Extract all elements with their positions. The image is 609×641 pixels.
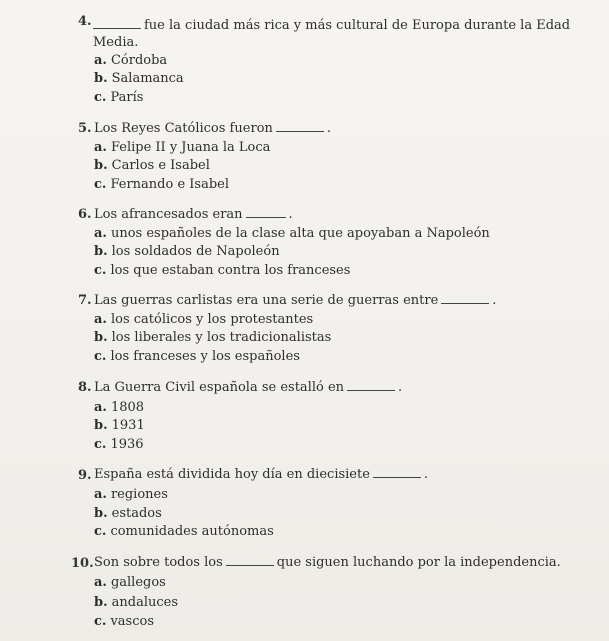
- question-stem: [94, 207, 293, 222]
- option-a[interactable]: a. regiones: [94, 487, 168, 502]
- question-stem: [93, 18, 570, 33]
- option-b[interactable]: b. estados: [94, 506, 162, 521]
- stem-text-before: Los afrancesados eran: [94, 207, 243, 222]
- stem-text-before: Son sobre todos los: [94, 555, 223, 570]
- option-c[interactable]: c. 1936: [94, 437, 144, 452]
- answer-blank[interactable]: [226, 555, 274, 566]
- question-number: 8.: [78, 380, 92, 395]
- option-b[interactable]: b. Carlos e Isabel: [94, 158, 210, 173]
- question-number: 10.: [71, 556, 94, 571]
- stem-text-after: que siguen luchando por la independencia.: [276, 555, 561, 570]
- stem-text-before: Los Reyes Católicos fueron: [94, 121, 273, 136]
- option-c[interactable]: c. los franceses y los españoles: [94, 349, 300, 364]
- answer-blank[interactable]: [441, 293, 489, 304]
- option-a[interactable]: a. unos españoles de la clase alta que apoyaban a Napoleón: [94, 226, 490, 241]
- option-c[interactable]: c. los que estaban contra los franceses: [94, 263, 351, 278]
- question-number: 5.: [78, 121, 92, 136]
- option-b[interactable]: b. Salamanca: [94, 71, 184, 86]
- option-c[interactable]: c. París: [94, 90, 144, 105]
- question-number: 6.: [78, 207, 92, 222]
- option-a[interactable]: a. Felipe II y Juana la Loca: [94, 140, 271, 155]
- answer-blank[interactable]: [347, 380, 395, 391]
- stem-text-after: .: [492, 293, 497, 308]
- option-a[interactable]: a. Córdoba: [94, 53, 168, 68]
- answer-blank[interactable]: [246, 207, 286, 218]
- answer-blank[interactable]: [276, 121, 324, 132]
- question-stem: [94, 467, 428, 482]
- answer-blank[interactable]: [373, 467, 421, 478]
- question-number: 9.: [78, 468, 92, 483]
- stem-text-before: Las guerras carlistas era una serie de guerras entre: [94, 293, 439, 308]
- question-stem: [94, 555, 561, 570]
- option-b[interactable]: b. los liberales y los tradicionalistas: [94, 330, 332, 345]
- question-stem: [94, 121, 331, 136]
- option-a[interactable]: a. los católicos y los protestantes: [94, 312, 314, 327]
- stem-text-after: fue la ciudad más rica y más cultural de Europa durante la Edad: [144, 18, 571, 33]
- option-a[interactable]: a. 1808: [94, 400, 145, 415]
- option-b[interactable]: b. los soldados de Napoleón: [94, 244, 280, 259]
- option-c[interactable]: c. comunidades autónomas: [94, 524, 274, 539]
- stem-text-after: .: [326, 121, 331, 136]
- stem-text-after: .: [398, 380, 403, 395]
- question-stem: [94, 380, 402, 395]
- stem-text-after: .: [288, 207, 293, 222]
- option-b[interactable]: b. andaluces: [94, 595, 178, 610]
- question-stem: [94, 293, 496, 308]
- answer-blank[interactable]: [93, 18, 141, 29]
- option-c[interactable]: c. vascos: [94, 614, 154, 629]
- stem-text-after: .: [423, 467, 429, 482]
- stem-text-before: La Guerra Civil española se estalló en: [94, 380, 345, 395]
- option-c[interactable]: c. Fernando e Isabel: [94, 177, 230, 192]
- question-number: 7.: [78, 293, 92, 308]
- stem-text-before: España está dividida hoy día en diecisiete: [94, 467, 370, 482]
- question-number: 4.: [78, 14, 92, 29]
- question-stem-line2: Media.: [93, 35, 139, 50]
- option-a[interactable]: a. gallegos: [94, 575, 166, 590]
- option-b[interactable]: b. 1931: [94, 418, 145, 433]
